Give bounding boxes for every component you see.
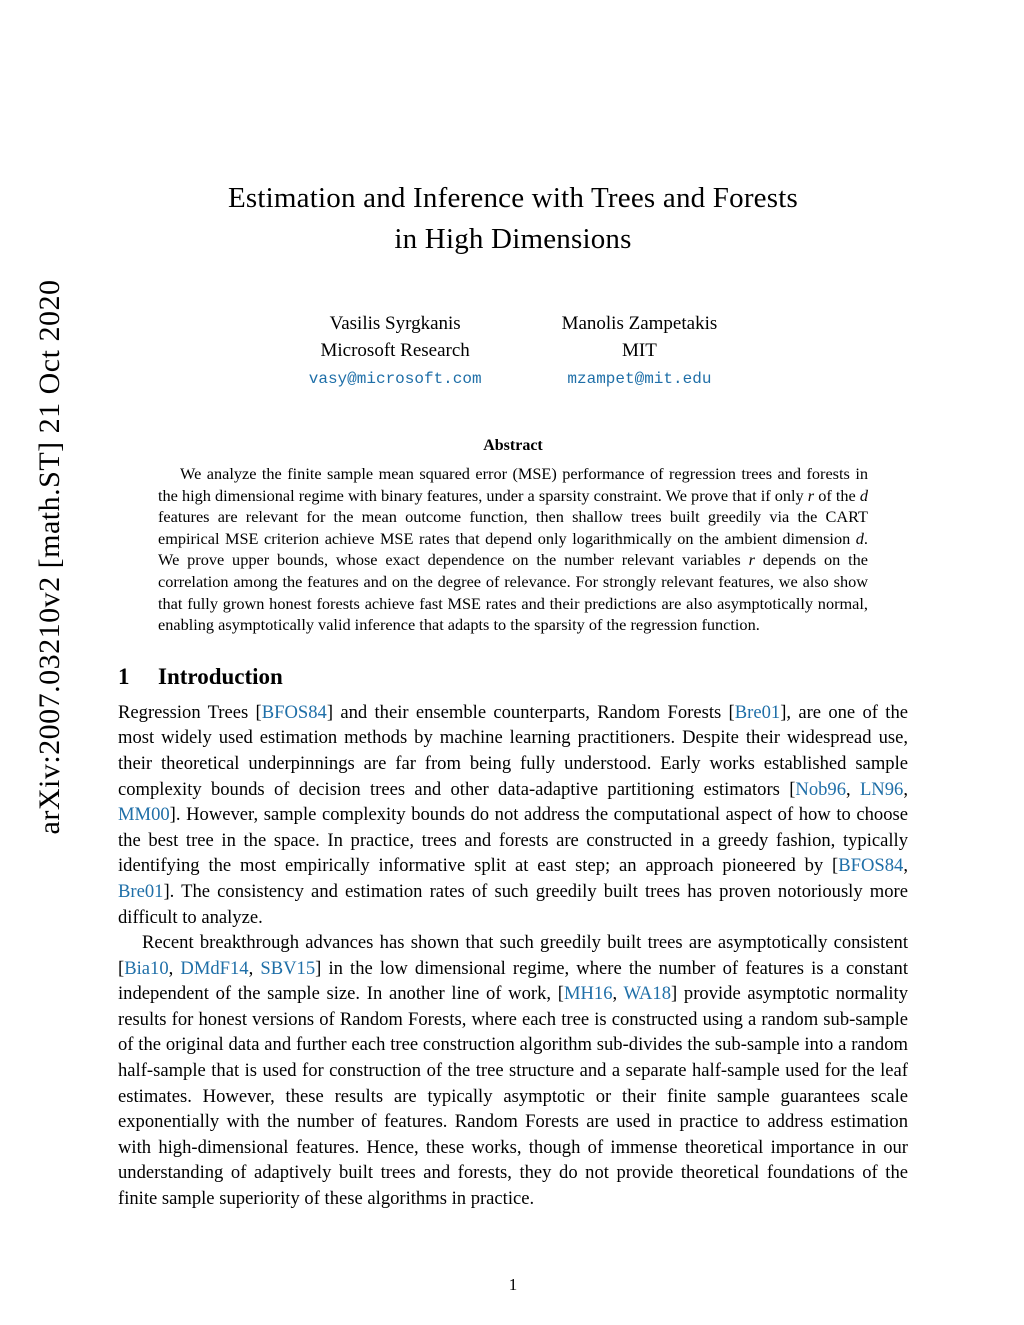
abstract-text (158, 463, 868, 636)
section-number: 1 (118, 663, 130, 689)
citation-link[interactable]: LN96 (859, 778, 904, 800)
section-heading-introduction (118, 664, 908, 690)
abstract-seg: of the (814, 485, 860, 505)
text-seg: , (168, 957, 181, 979)
text-seg: , (248, 957, 261, 979)
citation-link[interactable]: BFOS84 (261, 701, 327, 723)
text-seg: Recent breakthrough advances has shown that such greedily built trees are asymptotically consistent [ (118, 932, 908, 979)
citation-link[interactable]: MM00 (118, 804, 170, 826)
author-list (118, 310, 908, 393)
title-line-2: in High Dimensions (394, 223, 632, 255)
citation-link[interactable]: DMdF14 (180, 957, 249, 979)
citation-link[interactable]: MH16 (563, 983, 613, 1005)
title-line-1: Estimation and Inference with Trees and Forests (228, 182, 798, 214)
page-number: 1 (508, 1275, 518, 1294)
citation-link[interactable]: Bre01 (734, 701, 781, 723)
author-block (309, 310, 482, 393)
text-seg: , (612, 983, 624, 1005)
text-seg: , (903, 778, 908, 800)
author-affiliation: MIT (622, 340, 657, 361)
math-symbol-d: d (855, 528, 864, 548)
citation-link[interactable]: SBV15 (260, 957, 316, 979)
text-seg: ]. The consistency and estimation rates of such greedily built trees has proven notoriously more difficult to analyze. (118, 880, 908, 928)
author-name: Vasilis Syrgkanis (329, 313, 461, 334)
text-seg: ], are one of the most widely used estimation methods by machine learning practitioners. Despite their widespread use, their theoretical underpinnings are far from being fully understood. Early works established sample complexity bounds of decision trees and other data-adaptive partitioning estimators [ (118, 701, 908, 800)
abstract-seg: features are relevant for the mean outcome function, then shallow trees built greedily via the CART empirical MSE criterion achieve MSE rates that depend only logarithmically on the ambient dimension (158, 507, 868, 548)
author-email-link[interactable]: mzampet@mit.edu (567, 370, 712, 388)
math-symbol-r: r (807, 485, 815, 505)
text-seg: ] provide asymptotic normality results for honest versions of Random Forests, where each tree is constructed using a random sub-sample of the original data and further each tree construction algorithm sub-divides the sub-sample into a random half-sample that is used for construction of the tree structure and a separate half-sample used for the leaf estimates. However, these results are typically asymptotic or their finite sample guarantees scale exponentially with the number of features. Random Forests are used in practice to address estimation with high-dimensional features. Hence, these works, though of immense theoretical importance in our understanding of adaptively built trees and forests, they do not provide theoretical foundations of the finite sample superiority of these algorithms in practice. (118, 983, 908, 1210)
abstract-heading: Abstract (483, 437, 543, 454)
author-email-link[interactable]: vasy@microsoft.com (308, 370, 482, 388)
math-symbol-d: d (859, 485, 869, 505)
abstract-seg: depends on the correlation among the features and on the degree of relevance. For strongly relevant features, we also show that fully grown honest forests achieve fast MSE rates and their predictions are also asymptotically normal, enabling asymptotically valid inference that adapts to the sparsity of the regression function. (158, 550, 869, 635)
text-seg: ] in the low dimensional regime, where the number of features is a constant independent of the sample size. In another line of work, [ (118, 957, 909, 1005)
text-seg: ] and their ensemble counterparts, Random Forests [ (326, 701, 735, 723)
paragraph-intro-1 (118, 700, 908, 930)
citation-link[interactable]: Bre01 (118, 880, 164, 902)
paper-page (118, 0, 908, 1325)
author-affiliation: Microsoft Research (320, 340, 470, 361)
abstract-seg: . We prove upper bounds, whose exact dependence on the number relevant variables (158, 528, 868, 570)
citation-link[interactable]: BFOS84 (838, 855, 904, 877)
citation-link[interactable]: WA18 (623, 983, 672, 1005)
text-seg: , (846, 778, 860, 800)
text-seg: , (903, 855, 908, 877)
author-name: Manolis Zampetakis (561, 313, 718, 334)
text-seg: ]. However, sample complexity bounds do not address the computational aspect of how to choose the best tree in the space. In practice, trees and forests are constructed in a greedy fashion, typically identifying the most empirically informative split at east step; an approach pioneered by [ (118, 804, 908, 877)
paragraph-intro-2 (118, 930, 908, 1212)
author-block (562, 310, 718, 393)
section-title: Introduction (158, 663, 283, 689)
page-title (118, 178, 908, 260)
arxiv-identifier-stamp: arXiv:2007.03210v2 [math.ST] 21 Oct 2020 (33, 279, 66, 835)
abstract-seg: We analyze the finite sample mean squared error (MSE) performance of regression trees and forests in the high dimensional regime with binary features, under a sparsity constraint. We prove that if only (158, 464, 868, 505)
math-symbol-r: r (748, 550, 755, 570)
text-seg: Regression Trees [ (118, 701, 262, 723)
citation-link[interactable]: Nob96 (795, 778, 847, 800)
citation-link[interactable]: Bia10 (124, 957, 169, 979)
